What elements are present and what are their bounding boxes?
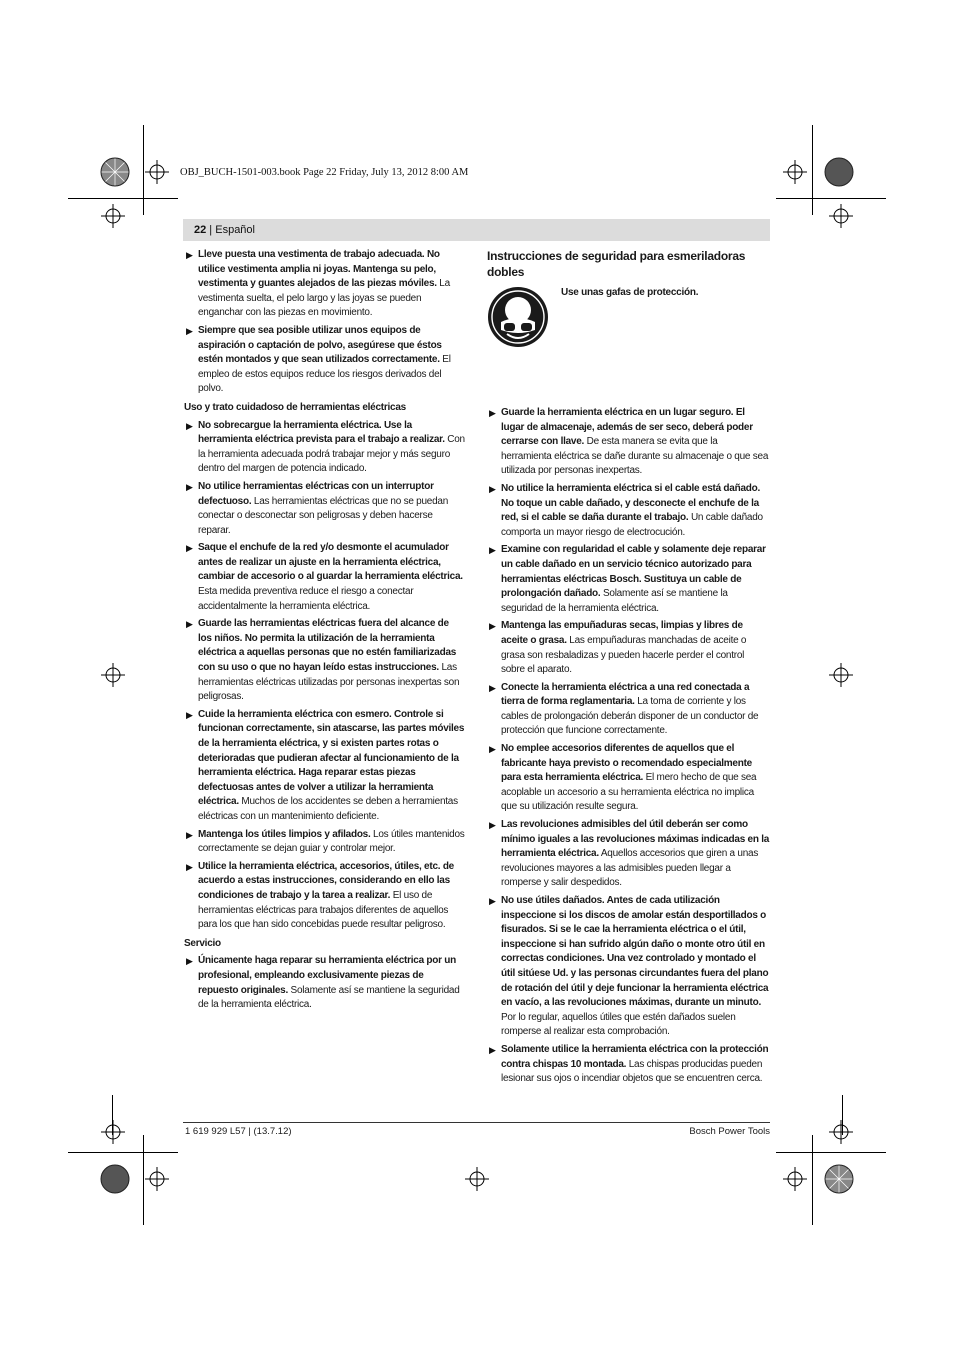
triangle-bullet-icon: ▶ bbox=[489, 545, 496, 556]
list-item bbox=[487, 482, 770, 540]
header-language: Español bbox=[215, 224, 255, 236]
crosshair-registration-icon bbox=[829, 1120, 853, 1144]
triangle-bullet-icon: ▶ bbox=[186, 829, 193, 840]
item-body-text: Las herramientas eléctricas que no se puedan conectar o desconectar son peligrosas y deben hacerse reparar. bbox=[198, 495, 449, 536]
goggles-warning bbox=[487, 286, 770, 406]
item-bold-text: Las revoluciones admisibles del útil deberán ser como mínimo iguales a las revoluciones máximas indicadas en la herramienta eléctrica. bbox=[501, 819, 770, 860]
goggles-instruction: Use unas gafas de protección. bbox=[561, 287, 699, 298]
crosshair-registration-icon bbox=[783, 1167, 807, 1191]
item-body-text: Esta medida preventiva reduce el riesgo a conectar accidentalmente la herramienta eléctrica. bbox=[198, 586, 414, 612]
running-header-band bbox=[183, 219, 770, 241]
triangle-bullet-icon: ▶ bbox=[186, 420, 193, 431]
starburst-registration-icon bbox=[824, 157, 854, 187]
item-body-text: Solamente así se mantiene la seguridad de la herramienta eléctrica. bbox=[501, 588, 728, 614]
item-bold-text: No sobrecargue la herramienta eléctrica. Use la herramienta eléctrica prevista para el trabajo a realizar. bbox=[198, 419, 445, 446]
crosshair-registration-icon bbox=[465, 1167, 489, 1191]
print-slug-line: OBJ_BUCH-1501-003.book Page 22 Friday, July 13, 2012 8:00 AM bbox=[180, 167, 469, 178]
item-bold-text: Mantenga las empuñaduras secas, limpias y libres de aceite o grasa. bbox=[501, 620, 743, 646]
crop-mark bbox=[776, 1152, 886, 1153]
footer-rule bbox=[183, 1122, 770, 1123]
triangle-bullet-icon: ▶ bbox=[489, 896, 496, 906]
crosshair-registration-icon bbox=[783, 160, 807, 184]
triangle-bullet-icon: ▶ bbox=[489, 408, 496, 418]
item-body-text: Por lo regular, aquellos útiles que estén dañados suelen romperse al realizar esta comprobación. bbox=[501, 1011, 736, 1038]
crosshair-registration-icon bbox=[101, 204, 125, 228]
list-item bbox=[487, 543, 770, 616]
item-body-text: El empleo de estos equipos reduce los riesgos derivados del polvo. bbox=[198, 354, 451, 395]
item-bold-text: No use útiles dañados. Antes de cada utilización inspeccione si los discos de amolar están desportillados o fisurados. Si se le cae la herramienta eléctrica o el útil, inspeccione si han sufrido algún daño o monte otro útil en correctas condiciones. Una vez controlado y montado el útil sitúese Ud. y las personas circundantes fuera del plano de rotación del útil y deje funcionar la herramienta eléctrica en vacío, a las revoluciones máximas, durante un minuto. bbox=[501, 895, 769, 1009]
list-item bbox=[487, 1043, 770, 1087]
footer-brand: Bosch Power Tools bbox=[689, 1126, 770, 1137]
crosshair-registration-icon bbox=[101, 1120, 125, 1144]
bullet-list bbox=[184, 419, 465, 933]
section-subheading: Uso y trato cuidadoso de herramientas eléctricas bbox=[184, 401, 406, 413]
item-body-text: Las herramientas eléctricas utilizadas por personas inexpertas son peligrosas. bbox=[198, 662, 460, 703]
section-title: Instrucciones de seguridad para esmeriladoras dobles bbox=[487, 249, 746, 279]
item-body-text: El mero hecho de que sea acoplable un accesorio a su herramienta eléctrica no implica que su utilización resulte segura. bbox=[501, 772, 757, 813]
list-item bbox=[184, 617, 465, 705]
section-subheading: Servicio bbox=[184, 937, 221, 949]
item-bold-text: Siempre que sea posible utilizar unos equipos de aspiración o captación de polvo, asegúrese que éstos estén montados y que sean utilizados correctamente. bbox=[198, 324, 442, 366]
list-item bbox=[184, 541, 465, 614]
crosshair-registration-icon bbox=[829, 663, 853, 687]
crop-mark bbox=[68, 1152, 178, 1153]
item-bold-text: Solamente utilice la herramienta eléctrica con la protección contra chispas 10 montada. bbox=[501, 1043, 769, 1070]
crop-mark bbox=[143, 125, 144, 215]
crosshair-registration-icon bbox=[145, 160, 169, 184]
item-body-text: El uso de herramientas eléctricas para trabajos diferentes de aquellos para los que han sido concebidas puede resultar peligroso. bbox=[198, 889, 449, 931]
list-item bbox=[184, 248, 465, 321]
crosshair-registration-icon bbox=[829, 204, 853, 228]
starburst-registration-icon bbox=[100, 157, 130, 187]
bullet-list bbox=[184, 248, 465, 397]
item-body-text: Las empuñaduras manchadas de aceite o grasa son resbaladizas y pueden hacerle perder el control sobre el aparato. bbox=[501, 634, 747, 676]
item-body-text: Con la herramienta adecuada podrá trabajar mejor y más seguro dentro del margen de potencia indicado. bbox=[198, 434, 465, 475]
crosshair-registration-icon bbox=[101, 663, 125, 687]
crop-mark bbox=[776, 198, 886, 199]
list-item bbox=[487, 894, 770, 1040]
list-item bbox=[487, 619, 770, 677]
triangle-bullet-icon: ▶ bbox=[186, 619, 193, 630]
running-header bbox=[194, 224, 255, 236]
triangle-bullet-icon: ▶ bbox=[489, 621, 496, 632]
triangle-bullet-icon: ▶ bbox=[186, 956, 193, 967]
item-body-text: Muchos de los accidentes se deben a herramientas eléctricas con un mantenimiento deficiente. bbox=[198, 796, 458, 822]
bullet-list bbox=[184, 954, 465, 1012]
list-item bbox=[184, 419, 465, 477]
item-bold-text: Saque el enchufe de la red y/o desmonte el acumulador antes de realizar un ajuste en la herramienta eléctrica, cambiar de accesorio o al guardar la herramienta eléctrica. bbox=[198, 542, 463, 583]
item-body-text: La toma de corriente y los cables de prolongación deberán disponer de un conductor de protección que funcione correctamente. bbox=[501, 696, 759, 737]
list-item bbox=[184, 708, 465, 825]
triangle-bullet-icon: ▶ bbox=[186, 861, 193, 872]
item-body-text: Un cable dañado comporta un mayor riesgo de electrocución. bbox=[501, 512, 763, 538]
triangle-bullet-icon: ▶ bbox=[186, 325, 193, 336]
item-body-text: De esta manera se evita que la herramienta eléctrica se dañe durante su almacenaje o que sea utilizada por personas inexpertas. bbox=[501, 436, 769, 477]
starburst-registration-icon bbox=[824, 1164, 854, 1194]
crop-mark bbox=[812, 125, 813, 215]
triangle-bullet-icon: ▶ bbox=[186, 250, 193, 260]
crop-mark bbox=[812, 1135, 813, 1225]
list-item bbox=[487, 681, 770, 739]
page-number: 22 bbox=[194, 224, 207, 236]
triangle-bullet-icon: ▶ bbox=[489, 682, 496, 693]
list-item bbox=[487, 742, 770, 815]
header-separator: | bbox=[206, 224, 216, 236]
triangle-bullet-icon: ▶ bbox=[489, 820, 496, 831]
triangle-bullet-icon: ▶ bbox=[186, 543, 193, 554]
crop-mark bbox=[143, 1135, 144, 1225]
item-bold-text: No utilice la herramienta eléctrica si el cable está dañado. No toque un cable dañado, y desconecte el enchufe de la red, si el cable se daña durante el trabajo. bbox=[501, 482, 761, 524]
item-bold-text: Únicamente haga reparar su herramienta eléctrica por un profesional, empleando exclusivamente piezas de repuesto originales. bbox=[198, 955, 457, 996]
list-item bbox=[184, 480, 465, 538]
item-bold-text: Guarde la herramienta eléctrica en un lugar seguro. El lugar de almacenaje, además de ser seco, deberá poder cerrarse con llave. bbox=[501, 407, 753, 448]
triangle-bullet-icon: ▶ bbox=[186, 709, 193, 720]
triangle-bullet-icon: ▶ bbox=[489, 744, 496, 755]
crop-mark bbox=[68, 198, 178, 199]
triangle-bullet-icon: ▶ bbox=[489, 483, 496, 494]
item-bold-text: Lleve puesta una vestimenta de trabajo adecuada. No utilice vestimenta amplia ni joyas. Mantenga su pelo, vestimenta y guantes alejados de las piezas móviles. bbox=[198, 249, 440, 290]
starburst-registration-icon bbox=[100, 1164, 130, 1194]
crosshair-registration-icon bbox=[145, 1167, 169, 1191]
item-bold-text: No emplee accesorios diferentes de aquellos que el fabricante haya previsto o recomendado especialmente para esta herramienta eléctrica. bbox=[501, 743, 752, 784]
list-item bbox=[487, 818, 770, 891]
item-bold-text: No utilice herramientas eléctricas con un interruptor defectuoso. bbox=[198, 480, 434, 507]
item-bold-text: Utilice la herramienta eléctrica, accesorios, útiles, etc. de acuerdo a estas instrucciones, considerando en ello las condiciones de trabajo y la tarea a realizar. bbox=[198, 860, 454, 901]
item-bold-text: Mantenga los útiles limpios y afilados. bbox=[198, 828, 371, 840]
item-bold-text: Conecte la herramienta eléctrica a una red conectada a tierra de forma reglamentaria. bbox=[501, 681, 750, 708]
item-body-text: La vestimenta suelta, el pelo largo y las joyas se pueden enganchar con las piezas en movimiento. bbox=[198, 278, 450, 319]
item-body-text: Las chispas producidas pueden lesionar sus ojos o incendiar objetos que se encuentren cerca. bbox=[501, 1058, 763, 1085]
item-bold-text: Examine con regularidad el cable y solamente deje reparar un cable dañado en un servicio técnico autorizado para herramientas eléctricas Bosch. Sustituya un cable de prolongación dañado. bbox=[501, 544, 766, 600]
list-item bbox=[184, 324, 465, 397]
left-column bbox=[184, 248, 465, 1016]
triangle-bullet-icon: ▶ bbox=[489, 1044, 496, 1055]
item-body-text: Aquellos accesorios que giren a unas revoluciones mayores a las admisibles pueden llegar a romperse y salir despedidos. bbox=[501, 848, 759, 889]
bullet-list bbox=[487, 406, 770, 1087]
list-item bbox=[184, 860, 465, 933]
list-item bbox=[487, 406, 770, 479]
item-body-text: Solamente así se mantiene la seguridad de la herramienta eléctrica. bbox=[198, 984, 460, 1011]
right-column bbox=[487, 248, 770, 1090]
list-item bbox=[184, 954, 465, 1012]
safety-goggles-icon bbox=[487, 286, 549, 348]
item-bold-text: Cuide la herramienta eléctrica con esmero. Controle si funcionan correctamente, sin atascarse, las partes móviles de la herramienta eléctrica, y si existen partes rotas o deterioradas que pudieran afectar al funcionamiento de la herramienta eléctrica. Haga reparar estas piezas defectuosas antes de volver a utilizar la herramienta eléctrica. bbox=[198, 708, 465, 808]
footer-document-number: 1 619 929 L57 | (13.7.12) bbox=[185, 1126, 292, 1137]
item-bold-text: Guarde las herramientas eléctricas fuera del alcance de los niños. No permita la utilización de la herramienta eléctrica a aquellas personas que no estén familiarizadas con su uso o que no hayan leído estas instrucciones. bbox=[198, 618, 457, 674]
list-item bbox=[184, 828, 465, 857]
triangle-bullet-icon: ▶ bbox=[186, 481, 193, 492]
item-body-text: Los útiles mantenidos correctamente se dejan guiar y controlar mejor. bbox=[198, 828, 465, 855]
